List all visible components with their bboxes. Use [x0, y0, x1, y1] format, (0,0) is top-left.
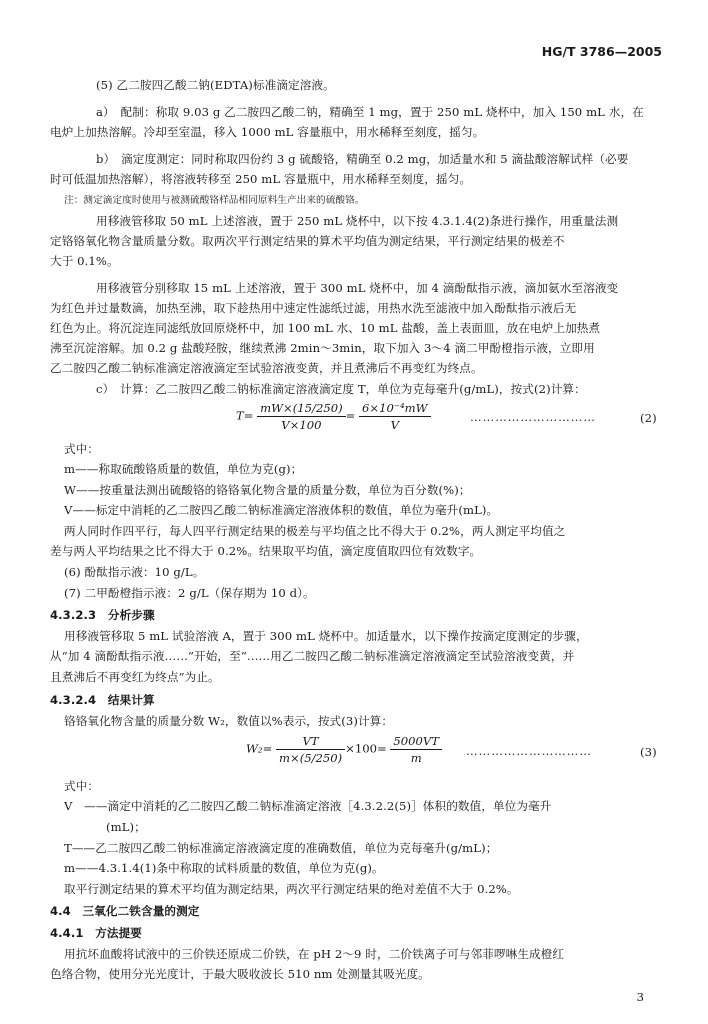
paragraph-line: 用移液管移取 5 mL 试验溶液 A，置于 300 mL 烧杯中。加适量水，以下操作按滴定度测定的步骤， — [64, 629, 588, 643]
formula-3-den-1: m×(5/250) — [278, 751, 343, 765]
formula-3-times: ×100 — [345, 741, 377, 756]
formula-3-num-1: VT — [276, 734, 345, 750]
paragraph-line: 式中： — [64, 779, 100, 793]
paragraph-line: 用移液管移取 50 mL 上述溶液，置于 250 mL 烧杯中，以下按 4.3.1.4(2)条进行操作，用重量法测 — [96, 214, 619, 228]
formula-3-leader: ………………………… — [466, 744, 592, 758]
section-heading-4-3-2-3: 4.3.2.3 分析步骤 — [50, 608, 155, 622]
formula-3-den-2: m — [410, 751, 422, 765]
standard-code: HG/T 3786—2005 — [541, 44, 662, 59]
definition-line: m——称取硫酸铬质量的数值，单位为克(g)； — [64, 462, 303, 476]
definition-line: (mL)； — [106, 820, 146, 834]
paragraph-line: 电炉上加热溶解。冷却至室温，移入 1000 mL 容量瓶中，用水稀释至刻度，摇匀。 — [50, 125, 485, 139]
formula-2-num-1: mW×(15/250) — [257, 401, 345, 417]
paragraph-line: 沸至沉淀溶解。加 0.2 g 盐酸羟胺，继续煮沸 2min～3min，取下加入 3～4 滴二甲酚橙指示液，立即用 — [50, 341, 595, 355]
formula-2-lhs: T — [236, 408, 244, 423]
paragraph-line: 色络合物，使用分光光度计，于最大吸收波长 510 nm 处测量其吸光度。 — [50, 967, 430, 981]
section-heading-4-3-2-4: 4.3.2.4 结果计算 — [50, 693, 155, 707]
formula-3-lhs: W₂ — [246, 741, 263, 756]
paragraph-line: 时可低温加热溶解），将溶液转移至 250 mL 容量瓶中，用水稀释至刻度，摇匀。 — [50, 172, 472, 186]
formula-3-eq: = — [262, 741, 273, 756]
paragraph-line: 用抗坏血酸将试液中的三价铁还原成二价铁，在 pH 2～9 时，二价铁离子可与邻菲啰啉生成橙红 — [64, 947, 565, 961]
formula-2-label: (2) — [640, 411, 657, 425]
paragraph-line: c） 计算：乙二胺四乙酸二钠标准滴定溶液滴定度 T，单位为克每毫升(g/mL)，按式(2)计算： — [96, 382, 586, 396]
paragraph-line: 为红色并过量数滴，加热至沸，取下趁热用中速定性滤纸过滤，用热水洗至滤液中加入酚酞指示液后无 — [50, 301, 577, 315]
formula-2-fraction-1 — [257, 401, 345, 432]
formula-3-eq2: = — [377, 741, 387, 756]
paragraph-line: 式中： — [64, 442, 100, 456]
item-6: (6) 酚酞指示液：10 g/L。 — [64, 565, 205, 579]
formula-2-leader: ………………………… — [470, 410, 596, 424]
paragraph-line: 用移液管分别移取 15 mL 上述溶液，置于 300 mL 烧杯中，加 4 滴酚酞指示液，滴加氨水至溶液变 — [96, 281, 619, 295]
paragraph-line: 且煮沸后不再变红为终点”为止。 — [50, 670, 220, 684]
formula-2-eq: = — [243, 408, 254, 423]
formula-2 — [236, 401, 431, 432]
definition-line: V——标定中消耗的乙二胺四乙酸二钠标准滴定溶液体积的数值，单位为毫升(mL)。 — [64, 503, 499, 517]
note-line: 注：测定滴定度时使用与被测硫酸铬样品相同原料生产出来的硫酸铬。 — [64, 195, 365, 206]
paragraph-line: 差与两人平均结果之比不得大于 0.2%。结果取平均值，滴定度值取四位有效数字。 — [50, 544, 482, 558]
formula-2-eq2: = — [345, 408, 356, 423]
formula-3-fraction-1 — [276, 734, 345, 765]
paragraph-line: 乙二胺四乙酸二钠标准滴定溶液滴定至试验溶液变黄，并且煮沸后不再变红为终点。 — [50, 361, 483, 375]
definition-line: T——乙二胺四乙酸二钠标准滴定溶液滴定度的准确数值，单位为克每毫升(g/mL)； — [64, 841, 498, 855]
formula-3 — [246, 734, 442, 765]
paragraph-line: a） 配制：称取 9.03 g 乙二胺四乙酸二钠，精确至 1 mg，置于 250 mL 烧杯中，加入 150 mL 水，在 — [96, 105, 644, 119]
paragraph-line: 大于 0.1%。 — [50, 254, 119, 268]
page-number: 3 — [636, 990, 644, 1004]
paragraph-line: 红色为止。将沉淀连同滤纸放回原烧杯中，加 100 mL 水、10 mL 盐酸，盖上表面皿，放在电炉上加热煮 — [50, 321, 601, 335]
paragraph-line: 从“加 4 滴酚酞指示液……”开始，至“……用乙二胺四乙酸二钠标准滴定溶液滴定至试验溶液变黄，并 — [50, 649, 575, 663]
paragraph-line: 取平行测定结果的算术平均值为测定结果，两次平行测定结果的绝对差值不大于 0.2%。 — [64, 882, 519, 896]
paragraph-line: 定铬铬氧化物含量质量分数。取两次平行测定结果的算术平均值为测定结果，平行测定结果的极差不 — [50, 234, 565, 248]
paragraph-line: b） 滴定度测定：同时称取四份约 3 g 硫酸铬，精确至 0.2 mg，加适量水和 5 滴盐酸溶解试样（必要 — [96, 152, 629, 166]
item-5-title: (5) 乙二胺四乙酸二钠(EDTA)标准滴定溶液。 — [96, 78, 335, 92]
formula-2-den-1: V×100 — [281, 418, 322, 432]
formula-2-den-2: V — [390, 418, 399, 432]
formula-2-fraction-2 — [359, 401, 431, 432]
formula-2-num-2: 6×10⁻⁴mW — [359, 401, 431, 417]
definition-line: m——4.3.1.4(1)条中称取的试料质量的数值，单位为克(g)。 — [64, 861, 384, 875]
formula-3-fraction-2 — [390, 734, 442, 765]
section-heading-4-4-1: 4.4.1 方法提要 — [50, 926, 142, 940]
section-heading-4-4: 4.4 三氧化二铁含量的测定 — [50, 904, 200, 918]
item-7: (7) 二甲酚橙指示液：2 g/L（保存期为 10 d）。 — [64, 586, 315, 600]
paragraph-line: 两人同时作四平行，每人四平行测定结果的极差与平均值之比不得大于 0.2%，两人测定平均值之 — [64, 524, 566, 538]
definition-line: V ——滴定中消耗的乙二胺四乙酸二钠标准滴定溶液［4.3.2.2(5)］体积的数值，单位为毫升 — [64, 799, 552, 813]
paragraph-line: 铬铬氧化物含量的质量分数 W₂，数值以%表示，按式(3)计算： — [64, 714, 394, 728]
formula-3-num-2: 5000VT — [390, 734, 442, 750]
definition-line: W——按重量法测出硫酸铬的铬铬氧化物含量的质量分数，单位为百分数(%)； — [64, 483, 471, 497]
formula-3-label: (3) — [640, 745, 657, 759]
